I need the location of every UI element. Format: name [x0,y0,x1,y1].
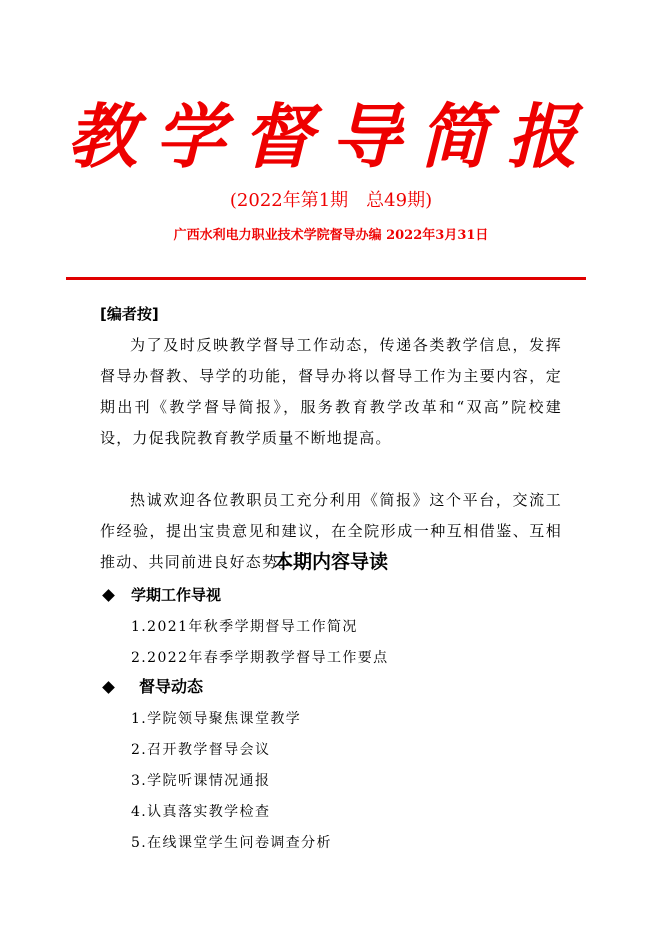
contents-section-supervision-news [100,676,203,698]
contents-heading: 本期内容导读 [273,551,388,573]
publisher-and-date: 广西水利电力职业技术学院督导办编 2022年3月31日 [173,228,489,243]
section-title: 督导动态 [139,677,204,696]
masthead-divider [66,277,586,280]
contents-item: 4.认真落实教学检查 [131,804,271,820]
contents-item: 2.召开教学督导会议 [131,742,271,758]
editor-note-paragraph: 热诚欢迎各位教职员工充分利用《简报》这个平台，交流工作经验，提出宝贵意见和建议，在全院形成一种互相借鉴、互相推动、共同前进良好态势。 [100,491,562,571]
contents-item: 2.2022年春季学期教学督导工作要点 [131,650,389,666]
contents-item: 3.学院听课情况通报 [131,773,271,789]
newsletter-title: 教学督导简报 [67,95,595,178]
contents-item: 5.在线课堂学生问卷调查分析 [131,835,332,851]
section-title: 学期工作导视 [131,586,222,604]
diamond-bullet-icon [102,589,115,602]
contents-section-term-overview [100,584,221,606]
contents-item: 1.学院领导聚焦课堂教学 [131,711,302,727]
contents-item: 1.2021年秋季学期督导工作简况 [131,619,358,635]
editor-note-paragraph: 为了及时反映教学督导工作动态，传递各类教学信息，发挥督导办督教、导学的功能，督导办将以督导工作为主要内容，定期出刊《教学督导简报》，服务教育教学改革和“双高”院校建设，力促我院教育教学质量不断地提高。 [100,336,562,447]
editor-note-label: [编者按] [100,305,159,323]
issue-number: (2022年第1期 总49期) [229,190,433,211]
diamond-bullet-icon [102,681,115,694]
